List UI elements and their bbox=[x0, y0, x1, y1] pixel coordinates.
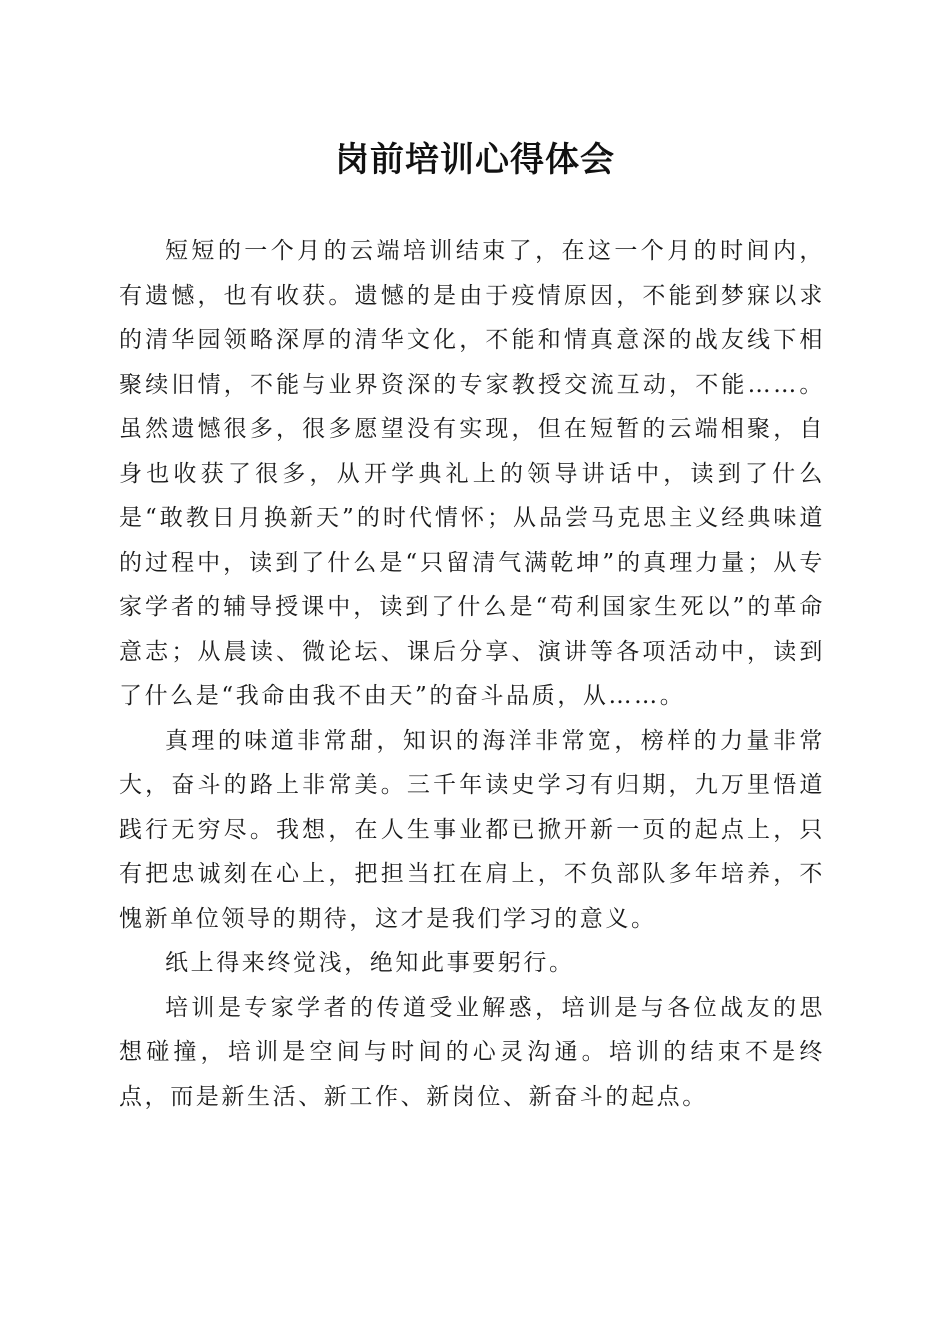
paragraph-4: 培训是专家学者的传道受业解惑，培训是与各位战友的思想碰撞，培训是空间与时间的心灵沟通。培训的结束不是终点，而是新生活、新工作、新岗位、新奋斗的起点。 bbox=[119, 994, 825, 1110]
document-body bbox=[119, 229, 825, 1119]
paragraph-3: 纸上得来终觉浅，绝知此事要躬行。 bbox=[165, 950, 575, 976]
paragraph-2: 真理的味道非常甜，知识的海洋非常宽，榜样的力量非常大，奋斗的路上非常美。三千年读史学习有归期，九万里悟道践行无穷尽。我想，在人生事业都已掀开新一页的起点上，只有把忠诚刻在心上，把担当扛在肩上，不负部队多年培养，不愧新单位领导的期待，这才是我们学习的意义。 bbox=[119, 727, 825, 932]
document-title: 岗前培训心得体会 bbox=[335, 140, 615, 180]
paragraph-1: 短短的一个月的云端培训结束了，在这一个月的时间内，有遗憾，也有收获。遗憾的是由于疫情原因，不能到梦寐以求的清华园领略深厚的清华文化，不能和情真意深的战友线下相聚续旧情，不能与业界资深的专家教授交流互动，不能……。虽然遗憾很多，很多愿望没有实现，但在短暂的云端相聚，自身也收获了很多，从开学典礼上的领导讲话中，读到了什么是“敢教日月换新天”的时代情怀；从品尝马克思主义经典味道的过程中，读到了什么是“只留清气满乾坤”的真理力量；从专家学者的辅导授课中，读到了什么是“苟利国家生死以”的革命意志；从晨读、微论坛、课后分享、演讲等各项活动中，读到了什么是“我命由我不由天”的奋斗品质，从……。 bbox=[119, 238, 825, 709]
